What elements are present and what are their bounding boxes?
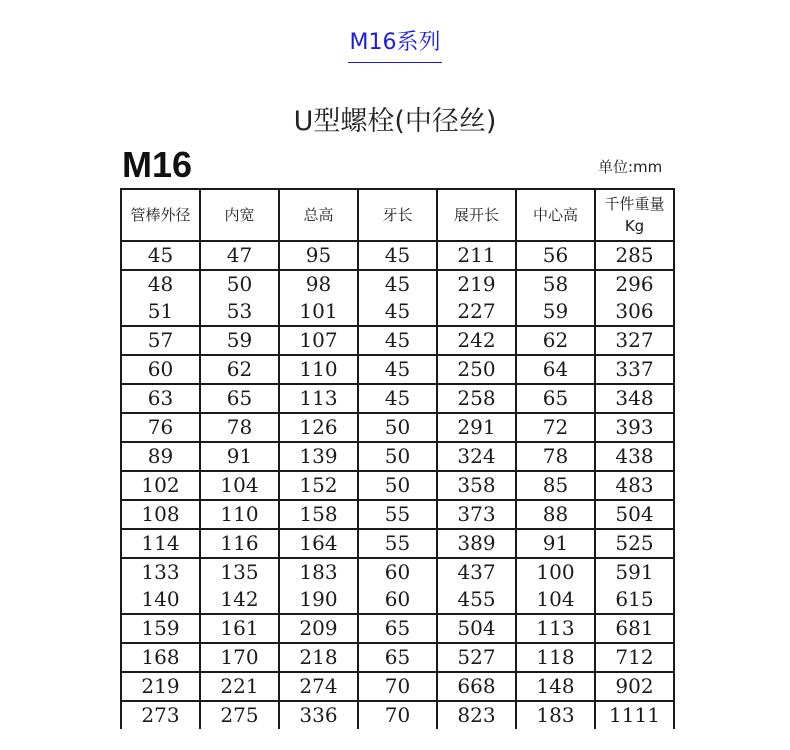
cell-inner-width: 91	[200, 442, 279, 471]
cell-weight-per-thousand: 306	[595, 298, 674, 326]
cell-thread-length: 55	[358, 529, 437, 558]
cell-pipe-outer-diameter: 168	[121, 643, 200, 672]
table-row	[121, 586, 674, 614]
cell-thread-length: 50	[358, 471, 437, 500]
cell-thread-length: 45	[358, 326, 437, 355]
cell-pipe-outer-diameter: 76	[121, 413, 200, 442]
cell-pipe-outer-diameter: 48	[121, 270, 200, 298]
table-row	[121, 442, 674, 471]
cell-total-height: 164	[279, 529, 358, 558]
cell-unfolded-length: 823	[437, 701, 516, 729]
cell-center-height: 183	[516, 701, 595, 729]
cell-center-height: 118	[516, 643, 595, 672]
cell-inner-width: 59	[200, 326, 279, 355]
cell-weight-per-thousand: 348	[595, 384, 674, 413]
header-unfolded-length: 展开长	[437, 189, 516, 241]
header-thread-length: 牙长	[358, 189, 437, 241]
cell-total-height: 126	[279, 413, 358, 442]
cell-pipe-outer-diameter: 102	[121, 471, 200, 500]
cell-weight-per-thousand: 615	[595, 586, 674, 614]
table-row	[121, 614, 674, 643]
table-row	[121, 298, 674, 326]
cell-weight-per-thousand: 525	[595, 529, 674, 558]
cell-pipe-outer-diameter: 89	[121, 442, 200, 471]
cell-total-height: 336	[279, 701, 358, 729]
cell-unfolded-length: 291	[437, 413, 516, 442]
cell-inner-width: 78	[200, 413, 279, 442]
cell-thread-length: 60	[358, 558, 437, 586]
cell-pipe-outer-diameter: 57	[121, 326, 200, 355]
cell-total-height: 158	[279, 500, 358, 529]
cell-pipe-outer-diameter: 159	[121, 614, 200, 643]
cell-unfolded-length: 227	[437, 298, 516, 326]
cell-inner-width: 221	[200, 672, 279, 701]
cell-total-height: 110	[279, 355, 358, 384]
cell-thread-length: 55	[358, 500, 437, 529]
cell-thread-length: 45	[358, 384, 437, 413]
cell-unfolded-length: 504	[437, 614, 516, 643]
table-row	[121, 355, 674, 384]
cell-inner-width: 65	[200, 384, 279, 413]
cell-thread-length: 65	[358, 614, 437, 643]
cell-inner-width: 62	[200, 355, 279, 384]
cell-center-height: 62	[516, 326, 595, 355]
cell-inner-width: 116	[200, 529, 279, 558]
table-row	[121, 270, 674, 298]
cell-weight-per-thousand: 393	[595, 413, 674, 442]
cell-weight-per-thousand: 712	[595, 643, 674, 672]
spec-table	[120, 188, 675, 729]
cell-inner-width: 135	[200, 558, 279, 586]
table-row	[121, 384, 674, 413]
cell-pipe-outer-diameter: 273	[121, 701, 200, 729]
cell-thread-length: 60	[358, 586, 437, 614]
cell-unfolded-length: 455	[437, 586, 516, 614]
header-pipe-outer-diameter: 管棒外径	[121, 189, 200, 241]
cell-center-height: 65	[516, 384, 595, 413]
cell-center-height: 64	[516, 355, 595, 384]
cell-center-height: 148	[516, 672, 595, 701]
cell-unfolded-length: 527	[437, 643, 516, 672]
header-center-height: 中心高	[516, 189, 595, 241]
cell-pipe-outer-diameter: 60	[121, 355, 200, 384]
cell-inner-width: 50	[200, 270, 279, 298]
cell-weight-per-thousand: 902	[595, 672, 674, 701]
cell-inner-width: 275	[200, 701, 279, 729]
cell-inner-width: 142	[200, 586, 279, 614]
cell-pipe-outer-diameter: 108	[121, 500, 200, 529]
table-row	[121, 241, 674, 270]
table-row	[121, 643, 674, 672]
header-total-height: 总高	[279, 189, 358, 241]
table-row	[121, 326, 674, 355]
cell-thread-length: 45	[358, 270, 437, 298]
cell-pipe-outer-diameter: 51	[121, 298, 200, 326]
cell-total-height: 107	[279, 326, 358, 355]
cell-thread-length: 45	[358, 241, 437, 270]
cell-unfolded-length: 373	[437, 500, 516, 529]
cell-unfolded-length: 437	[437, 558, 516, 586]
cell-total-height: 101	[279, 298, 358, 326]
cell-total-height: 98	[279, 270, 358, 298]
cell-total-height: 152	[279, 471, 358, 500]
cell-center-height: 100	[516, 558, 595, 586]
cell-total-height: 190	[279, 586, 358, 614]
cell-total-height: 113	[279, 384, 358, 413]
series-title[interactable]: M16系列	[348, 30, 443, 63]
cell-thread-length: 70	[358, 701, 437, 729]
cell-unfolded-length: 358	[437, 471, 516, 500]
cell-center-height: 59	[516, 298, 595, 326]
table-row	[121, 529, 674, 558]
cell-unfolded-length: 668	[437, 672, 516, 701]
cell-pipe-outer-diameter: 133	[121, 558, 200, 586]
product-title: U型螺栓(中径丝)	[293, 106, 497, 137]
table-row	[121, 558, 674, 586]
spec-table-body	[121, 241, 674, 729]
cell-inner-width: 104	[200, 471, 279, 500]
cell-center-height: 58	[516, 270, 595, 298]
cell-total-height: 139	[279, 442, 358, 471]
cell-weight-per-thousand: 327	[595, 326, 674, 355]
cell-thread-length: 65	[358, 643, 437, 672]
header-weight-per-thousand	[595, 189, 674, 241]
cell-weight-per-thousand: 296	[595, 270, 674, 298]
cell-inner-width: 47	[200, 241, 279, 270]
cell-weight-per-thousand: 483	[595, 471, 674, 500]
cell-pipe-outer-diameter: 140	[121, 586, 200, 614]
cell-center-height: 104	[516, 586, 595, 614]
cell-pipe-outer-diameter: 114	[121, 529, 200, 558]
table-row	[121, 471, 674, 500]
cell-thread-length: 45	[358, 298, 437, 326]
cell-weight-per-thousand: 591	[595, 558, 674, 586]
cell-total-height: 95	[279, 241, 358, 270]
table-row	[121, 500, 674, 529]
cell-total-height: 218	[279, 643, 358, 672]
cell-thread-length: 70	[358, 672, 437, 701]
cell-weight-per-thousand: 285	[595, 241, 674, 270]
cell-pipe-outer-diameter: 219	[121, 672, 200, 701]
cell-inner-width: 161	[200, 614, 279, 643]
cell-center-height: 88	[516, 500, 595, 529]
cell-center-height: 113	[516, 614, 595, 643]
cell-unfolded-length: 242	[437, 326, 516, 355]
cell-inner-width: 53	[200, 298, 279, 326]
cell-center-height: 56	[516, 241, 595, 270]
cell-unfolded-length: 324	[437, 442, 516, 471]
cell-center-height: 72	[516, 413, 595, 442]
cell-center-height: 85	[516, 471, 595, 500]
cell-total-height: 209	[279, 614, 358, 643]
cell-unfolded-length: 258	[437, 384, 516, 413]
cell-weight-per-thousand: 504	[595, 500, 674, 529]
cell-thread-length: 50	[358, 413, 437, 442]
cell-unfolded-length: 211	[437, 241, 516, 270]
cell-thread-length: 50	[358, 442, 437, 471]
spec-table-header	[121, 189, 674, 241]
header-weight-label: 千件重量	[604, 195, 665, 213]
cell-total-height: 274	[279, 672, 358, 701]
cell-weight-per-thousand: 337	[595, 355, 674, 384]
unit-label: 单位:mm	[598, 158, 663, 176]
cell-thread-length: 45	[358, 355, 437, 384]
cell-weight-per-thousand: 438	[595, 442, 674, 471]
cell-inner-width: 110	[200, 500, 279, 529]
cell-weight-per-thousand: 1111	[595, 701, 674, 729]
table-row	[121, 672, 674, 701]
table-row	[121, 701, 674, 729]
table-row	[121, 413, 674, 442]
cell-unfolded-length: 219	[437, 270, 516, 298]
header-weight-unit: Kg	[624, 217, 645, 235]
header-row	[121, 189, 674, 241]
cell-total-height: 183	[279, 558, 358, 586]
cell-pipe-outer-diameter: 63	[121, 384, 200, 413]
cell-pipe-outer-diameter: 45	[121, 241, 200, 270]
cell-inner-width: 170	[200, 643, 279, 672]
cell-unfolded-length: 389	[437, 529, 516, 558]
cell-center-height: 91	[516, 529, 595, 558]
cell-weight-per-thousand: 681	[595, 614, 674, 643]
cell-unfolded-length: 250	[437, 355, 516, 384]
header-inner-width: 内宽	[200, 189, 279, 241]
model-label: M16	[122, 144, 193, 185]
cell-center-height: 78	[516, 442, 595, 471]
